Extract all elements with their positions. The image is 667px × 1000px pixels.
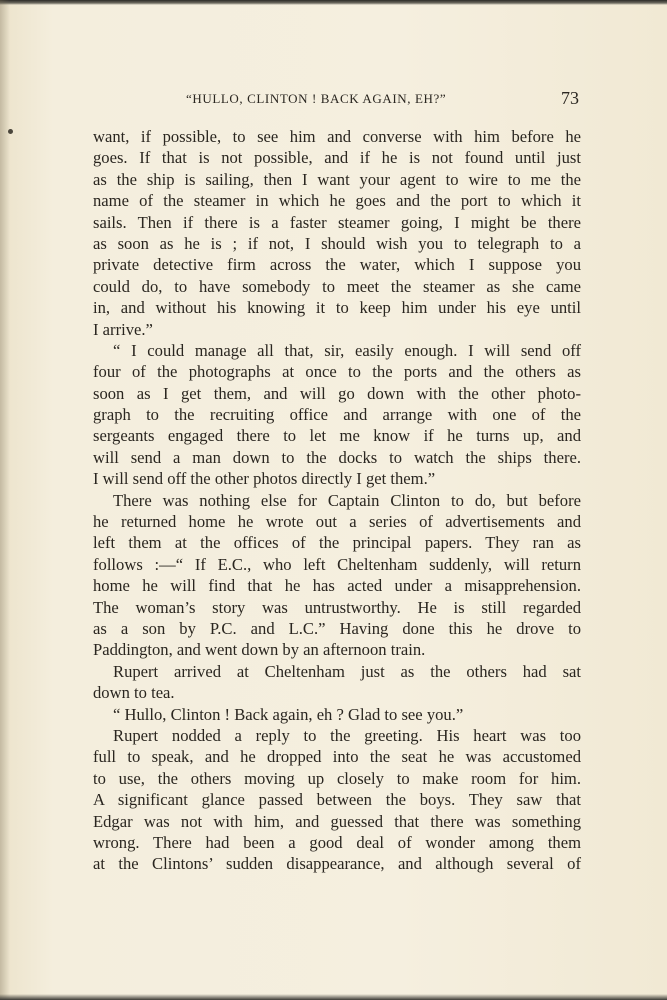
text-line: follows :—“ If E.C., who left Cheltenham suddenly, will return <box>93 554 581 574</box>
text-line: graph to the recruiting office and arrange with one of the <box>93 405 581 425</box>
body-text <box>93 126 581 875</box>
text-line: as soon as he is ; if not, I should wish you to telegraph to a <box>93 233 581 253</box>
text-line: left them at the offices of the principal papers. They ran as <box>93 533 581 553</box>
text-line: name of the steamer in which he goes and the port to which it <box>93 191 581 211</box>
text-line: sails. Then if there is a faster steamer going, I might be there <box>93 212 581 232</box>
text-line: A significant glance passed between the boys. They saw that <box>93 790 581 810</box>
text-line: in, and without his knowing it to keep him under his eye until <box>93 298 581 318</box>
text-line: as the ship is sailing, then I want your agent to wire to me the <box>93 169 581 189</box>
text-line: private detective firm across the water, which I suppose you <box>93 255 581 275</box>
text-line: want, if possible, to see him and converse with him before he <box>93 127 581 146</box>
text-line: sergeants engaged there to let me know if he turns up, and <box>93 426 581 446</box>
text-line: four of the photographs at once to the ports and the others as <box>93 362 581 382</box>
page-bottom-edge <box>0 994 667 1000</box>
text-line: down to tea. <box>93 683 175 703</box>
text-line: at the Clintons’ sudden disappearance, and although several of <box>93 854 581 874</box>
text-line: wrong. There had been a good deal of wonder among them <box>93 832 581 852</box>
page-top-edge <box>0 0 667 5</box>
page-number: 73 <box>561 88 579 108</box>
text-line: Rupert nodded a reply to the greeting. His heart was too <box>113 725 581 745</box>
text-line: home he will find that he has acted under a misapprehension. <box>93 576 581 596</box>
text-line: he returned home he wrote out a series of advertisements and <box>93 512 581 532</box>
margin-speck <box>8 129 13 134</box>
text-line: as a son by P.C. and L.C.” Having done this he drove to <box>93 618 581 638</box>
page-header <box>0 89 667 113</box>
page-gutter-shadow <box>0 0 10 1000</box>
text-line: soon as I get them, and will go down with the other photo- <box>93 383 581 403</box>
text-line: “ Hullo, Clinton ! Back again, eh ? Glad to see you.” <box>113 704 464 724</box>
text-line: goes. If that is not possible, and if he is not found until just <box>93 148 581 168</box>
text-line: “ I could manage all that, sir, easily enough. I will send off <box>113 340 581 360</box>
text-line: I arrive.” <box>93 319 153 339</box>
text-line: I will send off the other photos directly I get them.” <box>93 469 436 489</box>
text-line: Rupert arrived at Cheltenham just as the others had sat <box>113 661 581 681</box>
text-line: to use, the others moving up closely to make room for him. <box>93 768 581 788</box>
running-head: “HULLO, CLINTON ! BACK AGAIN, EH?” <box>186 91 447 106</box>
text-line: Edgar was not with him, and guessed that there was something <box>93 811 581 831</box>
text-line: full to speak, and he dropped into the seat he was accustomed <box>93 747 581 767</box>
text-line: could do, to have somebody to meet the steamer as she came <box>93 276 581 296</box>
text-line: Paddington, and went down by an afternoon train. <box>93 640 426 660</box>
text-line: The woman’s story was untrustworthy. He is still regarded <box>93 597 581 617</box>
text-line: will send a man down to the docks to watch the ships there. <box>93 447 581 467</box>
text-line: There was nothing else for Captain Clinton to do, but before <box>113 490 581 510</box>
